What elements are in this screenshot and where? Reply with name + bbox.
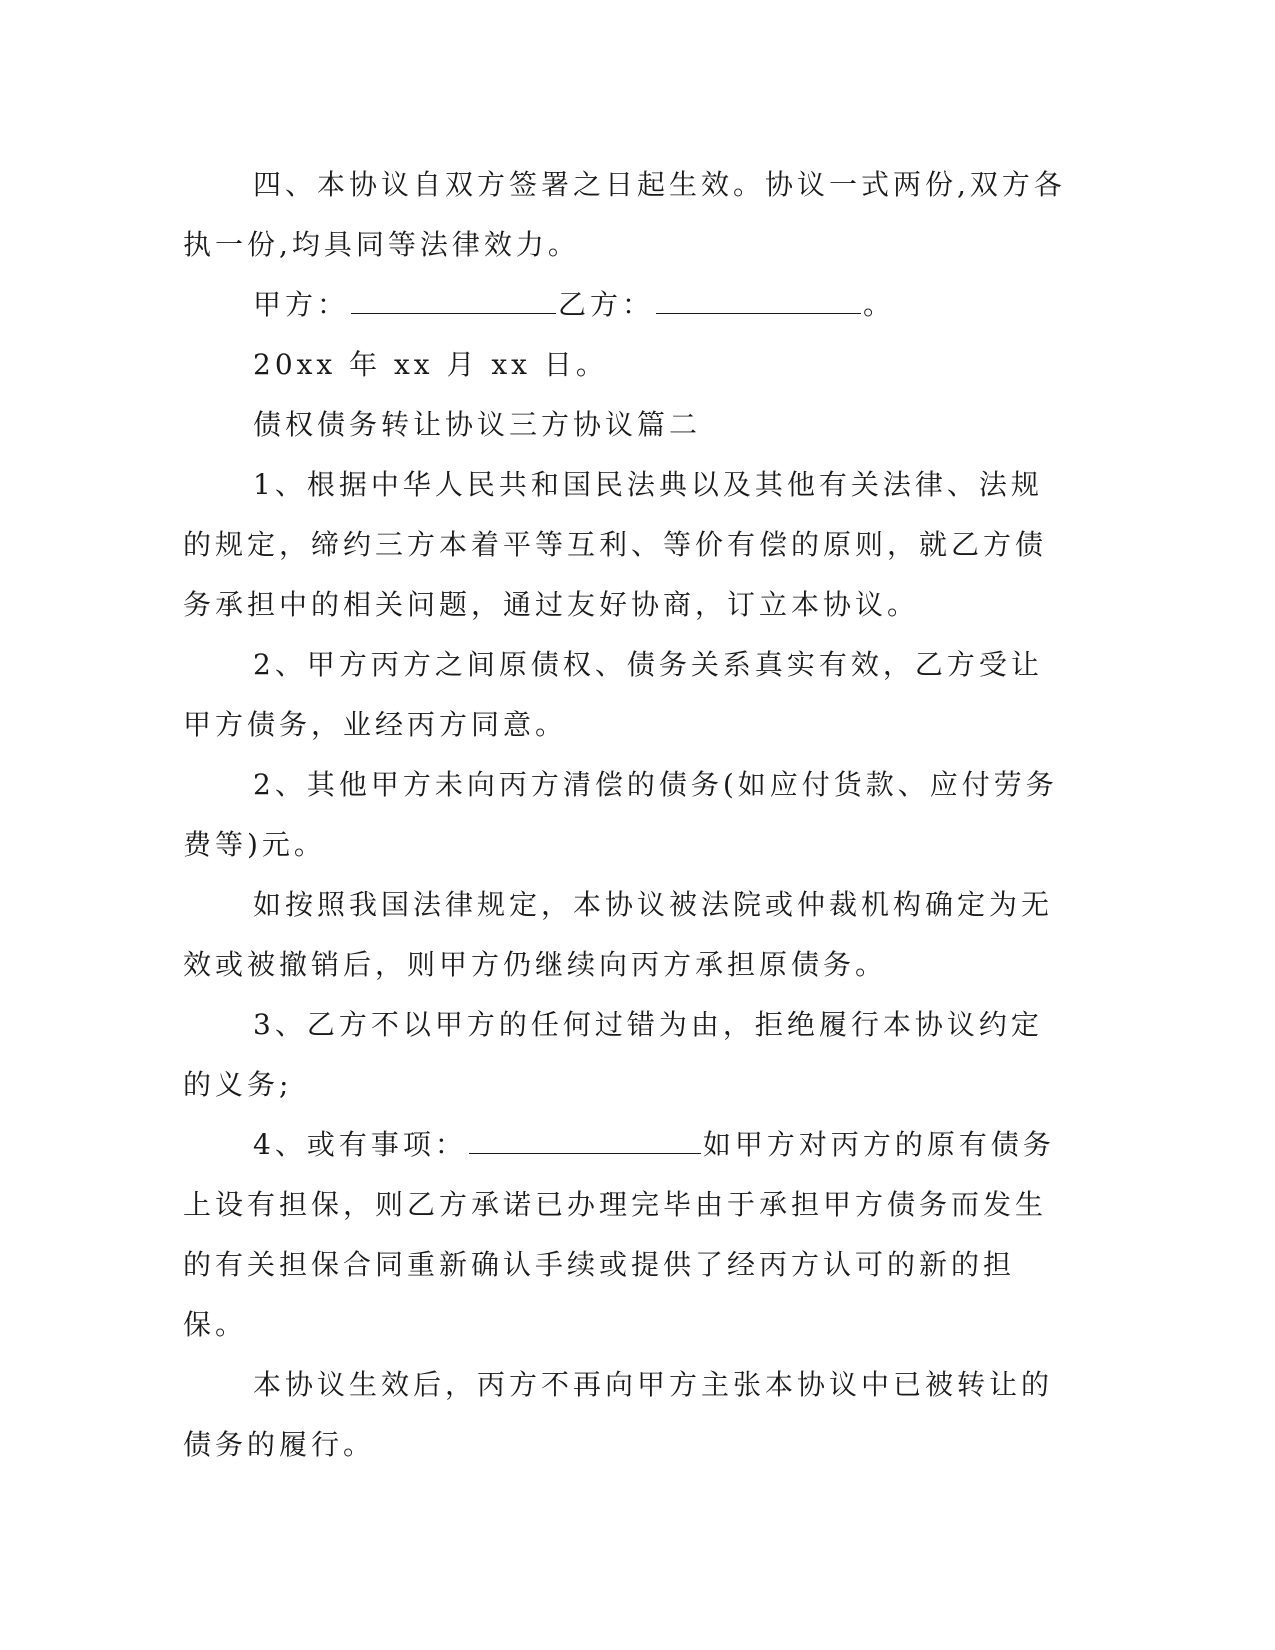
clause-after-effect: 本协议生效后，丙方不再向甲方主张本协议中已被转让的债务的履行。 <box>183 1368 1054 1461</box>
party-a-label: 甲方： <box>253 288 350 321</box>
contingency-blank <box>469 1119 701 1154</box>
party-b-signature-blank <box>656 279 861 314</box>
clause-4-label: 4、或有事项： <box>253 1128 467 1161</box>
clause-2-other-debts: 2、其他甲方未向丙方清偿的债务(如应付货款、应付劳务费等)元。 <box>183 768 1058 861</box>
signature-line <box>183 275 1073 335</box>
date-line: 20xx 年 xx 月 xx 日。 <box>253 348 608 381</box>
clause-4-contingencies <box>183 1115 1073 1355</box>
clause-invalidity: 如按照我国法律规定，本协议被法院或仲裁机构确定为无效或被撤销后，则甲方仍继续向丙方承担原债务。 <box>183 888 1054 981</box>
clause-effective-date: 四、本协议自双方签署之日起生效。协议一式两份,双方各执一份,均具同等法律效力。 <box>183 168 1066 261</box>
clause-4-text: 如甲方对丙方的原有债务上设有担保，则乙方承诺已办理完毕由于承担甲方债务而发生的有关担保合同重新确认手续或提供了经丙方认可的新的担保。 <box>183 1128 1055 1341</box>
clause-2-debt-relation: 2、甲方丙方之间原债权、债务关系真实有效，乙方受让甲方债务，业经丙方同意。 <box>183 648 1043 741</box>
section-title: 债权债务转让协议三方协议篇二 <box>253 408 702 441</box>
signature-line-end: 。 <box>863 288 896 321</box>
party-b-label: 乙方： <box>558 288 655 321</box>
document-body <box>183 155 1073 1475</box>
clause-3-obligation: 3、乙方不以甲方的任何过错为由，拒绝履行本协议约定的义务; <box>183 1008 1043 1101</box>
party-a-signature-blank <box>351 279 556 314</box>
clause-1-legal-basis: 1、根据中华人民共和国民法典以及其他有关法律、法规的规定，缔约三方本着平等互利、等价有偿的原则，就乙方债务承担中的相关问题，通过友好协商，订立本协议。 <box>183 468 1048 621</box>
